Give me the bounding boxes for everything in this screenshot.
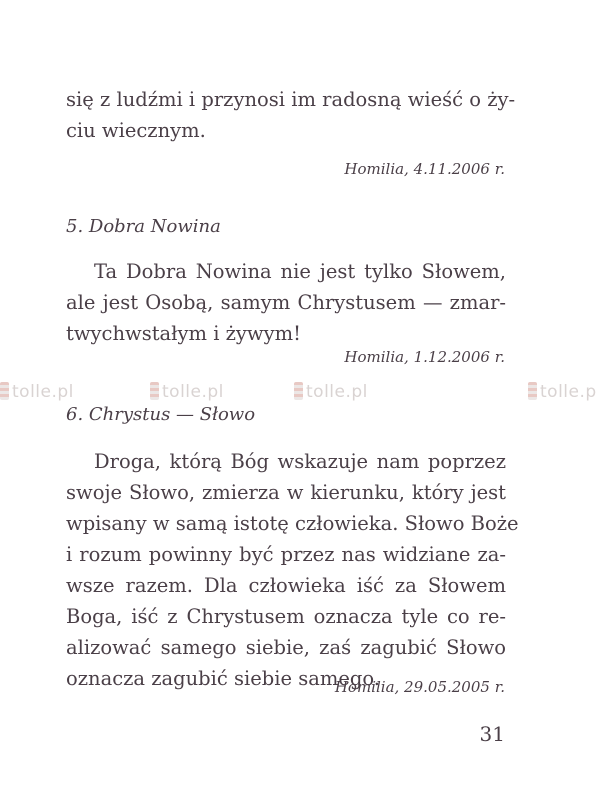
paragraph-line: Ta Dobra Nowina nie jest tylko Słowem,	[94, 260, 506, 283]
paragraph-line: alizować samego siebie, zaś zagubić Słowo	[66, 636, 506, 659]
paragraph-line: ale jest Osobą, samym Chrystusem — zmar-	[66, 291, 506, 314]
candle-icon	[0, 382, 9, 400]
paragraph-line: ciu wiecznym.	[66, 119, 206, 142]
candle-icon	[294, 382, 303, 400]
watermark-logo: tolle.pl	[0, 382, 74, 402]
source-citation: Homilia, 29.05.2005 r.	[334, 678, 505, 696]
paragraph-line: się z ludźmi i przynosi im radosną wieść o ży-	[66, 88, 516, 111]
candle-icon	[528, 382, 537, 400]
source-citation: Homilia, 1.12.2006 r.	[344, 348, 505, 366]
watermark-logo: tolle.pl	[294, 382, 368, 402]
source-citation: Homilia, 4.11.2006 r.	[344, 160, 505, 178]
section-paragraph	[66, 256, 506, 349]
paragraph-line: twychwstałym i żywym!	[66, 322, 301, 345]
paragraph-line: i rozum powinny być przez nas widziane za-	[66, 543, 506, 566]
watermark-logo: tolle.pl	[150, 382, 224, 402]
continuation-paragraph	[66, 84, 516, 146]
paragraph-line: Droga, którą Bóg wskazuje nam poprzez	[94, 450, 506, 473]
paragraph-line: wpisany w samą istotę człowieka. Słowo Boże	[66, 512, 519, 535]
paragraph-line: Boga, iść z Chrystusem oznacza tyle co re-	[66, 605, 506, 628]
candle-icon	[150, 382, 159, 400]
paragraph-line: swoje Słowo, zmierza w kierunku, który jest	[66, 481, 506, 504]
section-paragraph	[66, 446, 519, 694]
paragraph-line: oznacza zagubić siebie samego.	[66, 667, 380, 690]
paragraph-line: wsze razem. Dla człowieka iść za Słowem	[66, 574, 506, 597]
page-number: 31	[479, 722, 505, 746]
watermark-logo: tolle.p	[528, 382, 597, 402]
section-heading: 5. Dobra Nowina	[66, 216, 221, 237]
section-heading: 6. Chrystus — Słowo	[66, 404, 256, 425]
